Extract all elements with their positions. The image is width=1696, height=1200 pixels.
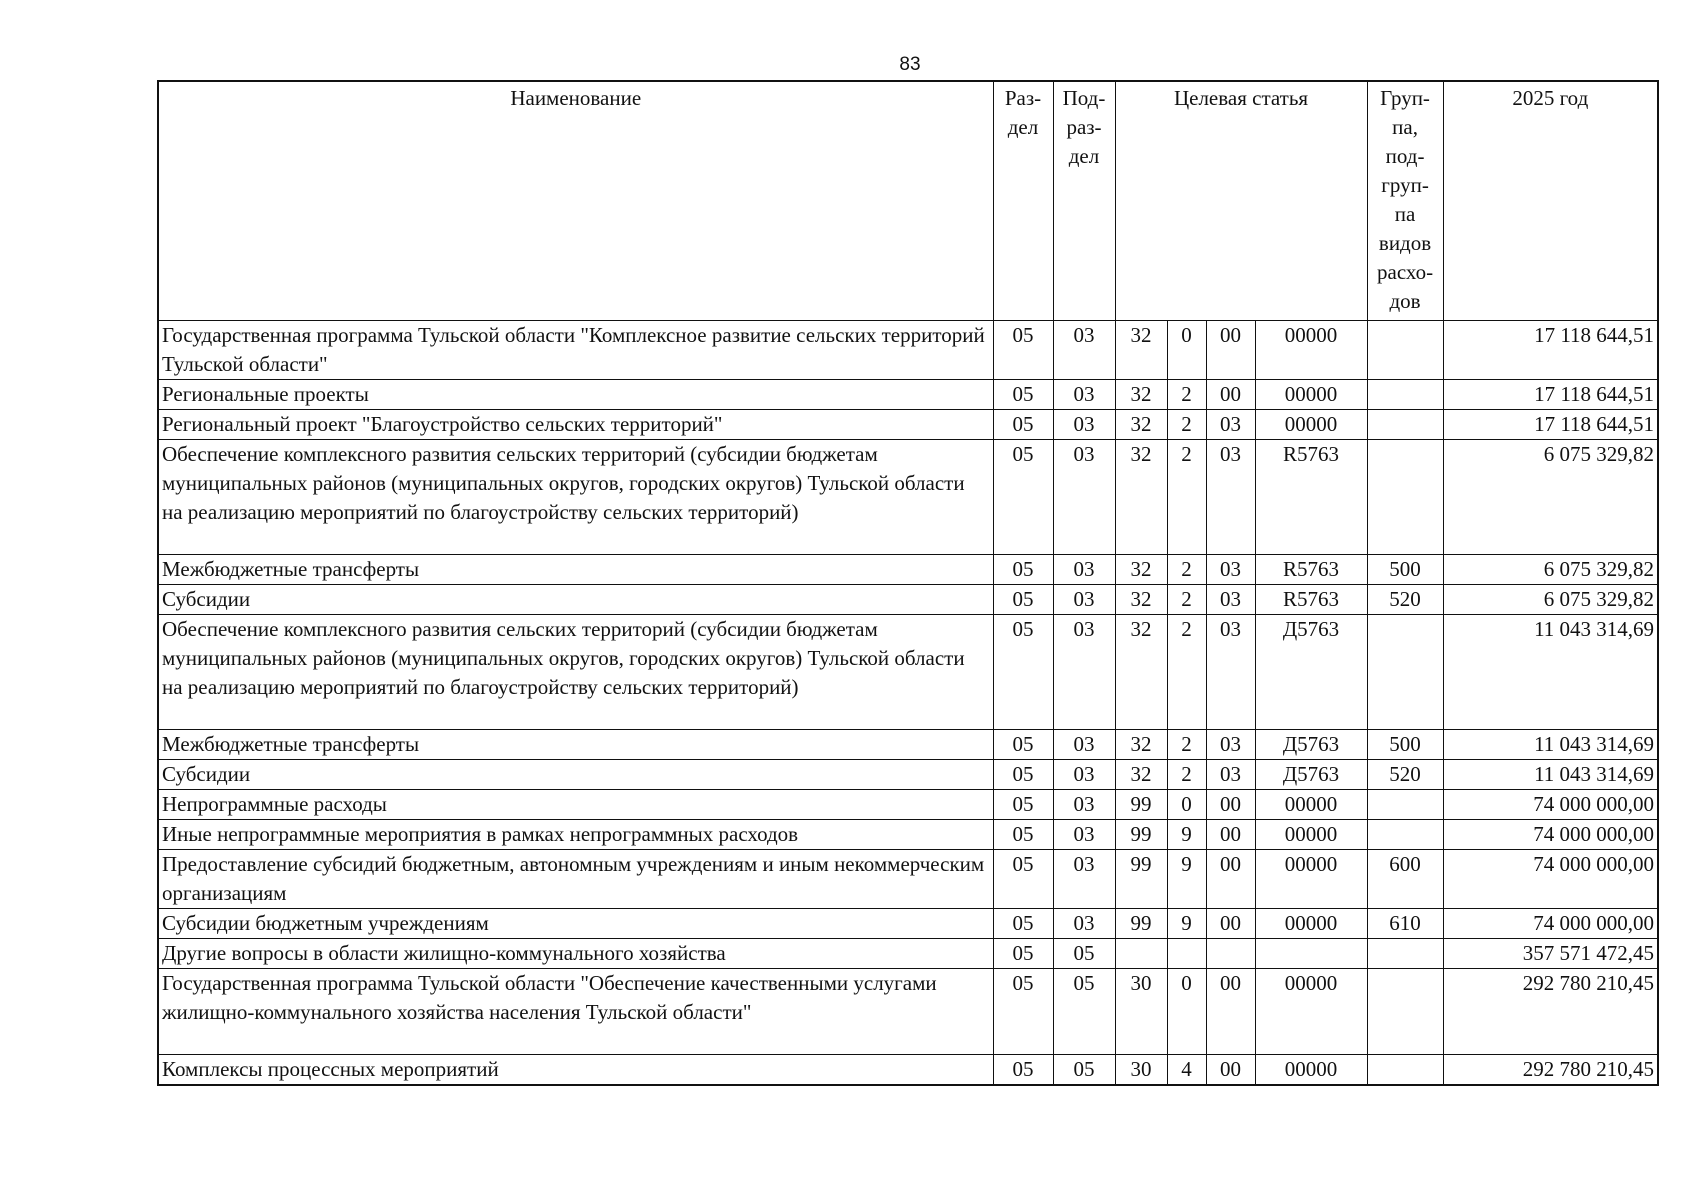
cell-amount: 6 075 329,82	[1443, 555, 1658, 585]
cell-expense-group	[1367, 410, 1443, 440]
cell-target-event: 00	[1206, 820, 1255, 850]
cell-amount: 11 043 314,69	[1443, 615, 1658, 730]
cell-razdel: 05	[993, 1055, 1053, 1086]
cell-target-event: 03	[1206, 555, 1255, 585]
cell-target-direction: Д5763	[1255, 760, 1367, 790]
cell-target-direction: 00000	[1255, 850, 1367, 909]
table-row	[158, 790, 1658, 820]
cell-amount: 17 118 644,51	[1443, 380, 1658, 410]
cell-podrazdel: 03	[1053, 790, 1115, 820]
cell-razdel: 05	[993, 760, 1053, 790]
cell-expense-group: 500	[1367, 555, 1443, 585]
cell-target-direction: R5763	[1255, 555, 1367, 585]
cell-target-direction: Д5763	[1255, 615, 1367, 730]
cell-podrazdel: 03	[1053, 615, 1115, 730]
cell-target-direction: 00000	[1255, 969, 1367, 1055]
cell-amount: 292 780 210,45	[1443, 1055, 1658, 1086]
cell-razdel: 05	[993, 380, 1053, 410]
cell-razdel: 05	[993, 850, 1053, 909]
cell-target-event: 00	[1206, 909, 1255, 939]
cell-amount: 6 075 329,82	[1443, 440, 1658, 555]
table-row	[158, 555, 1658, 585]
cell-target-event: 03	[1206, 615, 1255, 730]
budget-table	[157, 80, 1659, 1086]
cell-target-program: 32	[1115, 410, 1167, 440]
cell-target-program: 32	[1115, 760, 1167, 790]
cell-target-program: 32	[1115, 380, 1167, 410]
cell-target-program: 30	[1115, 969, 1167, 1055]
cell-target-direction: 00000	[1255, 1055, 1367, 1086]
cell-name: Субсидии бюджетным учреждениям	[158, 909, 993, 939]
cell-target-direction: 00000	[1255, 410, 1367, 440]
cell-target-direction: 00000	[1255, 820, 1367, 850]
cell-amount: 6 075 329,82	[1443, 585, 1658, 615]
cell-target-event: 00	[1206, 790, 1255, 820]
cell-target-subprogram: 2	[1167, 760, 1206, 790]
cell-amount: 357 571 472,45	[1443, 939, 1658, 969]
cell-expense-group	[1367, 440, 1443, 555]
cell-razdel: 05	[993, 969, 1053, 1055]
cell-expense-group	[1367, 321, 1443, 380]
cell-target-subprogram: 2	[1167, 730, 1206, 760]
cell-target-subprogram: 0	[1167, 969, 1206, 1055]
cell-target-program: 32	[1115, 585, 1167, 615]
header-year: 2025 год	[1443, 81, 1658, 321]
cell-razdel: 05	[993, 585, 1053, 615]
table-row	[158, 585, 1658, 615]
cell-podrazdel: 03	[1053, 850, 1115, 909]
cell-target-subprogram: 0	[1167, 321, 1206, 380]
cell-target-event: 03	[1206, 410, 1255, 440]
cell-amount: 17 118 644,51	[1443, 321, 1658, 380]
cell-target-program: 32	[1115, 321, 1167, 380]
cell-name: Обеспечение комплексного развития сельских территорий (субсидии бюджетам муниципальных районов (муниципальных округов, городских округов) Тульской области на реализацию мероприятий по благоустройству сельских территорий)	[158, 440, 993, 555]
page-number: 83	[899, 54, 921, 75]
cell-name: Субсидии	[158, 760, 993, 790]
cell-target-subprogram: 0	[1167, 790, 1206, 820]
cell-target-direction: R5763	[1255, 585, 1367, 615]
cell-target-subprogram: 9	[1167, 909, 1206, 939]
cell-target-program: 32	[1115, 730, 1167, 760]
cell-podrazdel: 05	[1053, 969, 1115, 1055]
cell-target-subprogram: 9	[1167, 850, 1206, 909]
cell-expense-group	[1367, 380, 1443, 410]
cell-razdel: 05	[993, 410, 1053, 440]
table-row	[158, 820, 1658, 850]
cell-target-program: 99	[1115, 909, 1167, 939]
cell-podrazdel: 03	[1053, 730, 1115, 760]
cell-razdel: 05	[993, 615, 1053, 730]
cell-target-subprogram: 2	[1167, 380, 1206, 410]
cell-podrazdel: 03	[1053, 321, 1115, 380]
cell-amount: 11 043 314,69	[1443, 730, 1658, 760]
cell-target-subprogram: 2	[1167, 440, 1206, 555]
table-row	[158, 1055, 1658, 1086]
cell-target-event: 03	[1206, 440, 1255, 555]
cell-razdel: 05	[993, 790, 1053, 820]
cell-target-subprogram: 2	[1167, 555, 1206, 585]
cell-name: Комплексы процессных мероприятий	[158, 1055, 993, 1086]
cell-podrazdel: 03	[1053, 909, 1115, 939]
cell-target-program: 32	[1115, 615, 1167, 730]
cell-amount: 74 000 000,00	[1443, 909, 1658, 939]
table-row	[158, 380, 1658, 410]
cell-target-subprogram	[1167, 939, 1206, 969]
cell-target-program: 32	[1115, 555, 1167, 585]
cell-amount: 17 118 644,51	[1443, 410, 1658, 440]
table-row	[158, 939, 1658, 969]
table-header-row	[158, 81, 1658, 321]
cell-target-direction: Д5763	[1255, 730, 1367, 760]
cell-podrazdel: 03	[1053, 760, 1115, 790]
cell-target-program: 99	[1115, 850, 1167, 909]
table-row	[158, 850, 1658, 909]
cell-razdel: 05	[993, 820, 1053, 850]
cell-target-event: 00	[1206, 380, 1255, 410]
table-row	[158, 615, 1658, 730]
cell-podrazdel: 03	[1053, 440, 1115, 555]
table-row	[158, 440, 1658, 555]
header-expense-group: Груп- па, под- груп- па видов расхо- дов	[1367, 81, 1443, 321]
table-row	[158, 760, 1658, 790]
cell-target-direction: 00000	[1255, 909, 1367, 939]
cell-amount: 292 780 210,45	[1443, 969, 1658, 1055]
cell-target-event: 00	[1206, 1055, 1255, 1086]
cell-name: Обеспечение комплексного развития сельских территорий (субсидии бюджетам муниципальных районов (муниципальных округов, городских округов) Тульской области на реализацию мероприятий по благоустройству сельских территорий)	[158, 615, 993, 730]
cell-name: Субсидии	[158, 585, 993, 615]
cell-name: Другие вопросы в области жилищно-коммунального хозяйства	[158, 939, 993, 969]
cell-podrazdel: 03	[1053, 820, 1115, 850]
cell-expense-group	[1367, 615, 1443, 730]
cell-target-program: 32	[1115, 440, 1167, 555]
cell-target-subprogram: 2	[1167, 615, 1206, 730]
cell-name: Межбюджетные трансферты	[158, 730, 993, 760]
cell-target-direction	[1255, 939, 1367, 969]
cell-target-program: 99	[1115, 790, 1167, 820]
cell-target-direction: R5763	[1255, 440, 1367, 555]
cell-expense-group: 520	[1367, 760, 1443, 790]
header-podrazdel: Под- раз- дел	[1053, 81, 1115, 321]
cell-amount: 74 000 000,00	[1443, 820, 1658, 850]
cell-podrazdel: 05	[1053, 939, 1115, 969]
cell-target-program	[1115, 939, 1167, 969]
cell-target-program: 30	[1115, 1055, 1167, 1086]
cell-target-program: 99	[1115, 820, 1167, 850]
cell-target-subprogram: 4	[1167, 1055, 1206, 1086]
table-row	[158, 909, 1658, 939]
cell-target-direction: 00000	[1255, 790, 1367, 820]
cell-target-event	[1206, 939, 1255, 969]
cell-target-event: 03	[1206, 585, 1255, 615]
cell-target-direction: 00000	[1255, 321, 1367, 380]
header-target-article: Целевая статья	[1115, 81, 1367, 321]
cell-razdel: 05	[993, 555, 1053, 585]
cell-podrazdel: 03	[1053, 410, 1115, 440]
cell-name: Непрограммные расходы	[158, 790, 993, 820]
cell-expense-group: 610	[1367, 909, 1443, 939]
cell-expense-group	[1367, 1055, 1443, 1086]
cell-target-event: 00	[1206, 850, 1255, 909]
header-razdel: Раз- дел	[993, 81, 1053, 321]
cell-target-event: 03	[1206, 730, 1255, 760]
cell-target-subprogram: 9	[1167, 820, 1206, 850]
cell-expense-group	[1367, 969, 1443, 1055]
cell-name: Государственная программа Тульской области "Обеспечение качественными услугами жилищно-коммунального хозяйства населения Тульской области"	[158, 969, 993, 1055]
header-name: Наименование	[158, 81, 993, 321]
cell-amount: 74 000 000,00	[1443, 850, 1658, 909]
table-row	[158, 410, 1658, 440]
cell-expense-group	[1367, 790, 1443, 820]
cell-name: Региональный проект "Благоустройство сельских территорий"	[158, 410, 993, 440]
cell-target-direction: 00000	[1255, 380, 1367, 410]
cell-razdel: 05	[993, 321, 1053, 380]
cell-razdel: 05	[993, 730, 1053, 760]
cell-amount: 74 000 000,00	[1443, 790, 1658, 820]
cell-podrazdel: 03	[1053, 380, 1115, 410]
cell-podrazdel: 03	[1053, 555, 1115, 585]
table-body	[158, 321, 1658, 1086]
cell-razdel: 05	[993, 909, 1053, 939]
cell-name: Межбюджетные трансферты	[158, 555, 993, 585]
cell-expense-group: 500	[1367, 730, 1443, 760]
cell-name: Государственная программа Тульской области "Комплексное развитие сельских территорий Тульской области"	[158, 321, 993, 380]
cell-amount: 11 043 314,69	[1443, 760, 1658, 790]
cell-expense-group: 600	[1367, 850, 1443, 909]
table-row	[158, 969, 1658, 1055]
cell-name: Региональные проекты	[158, 380, 993, 410]
cell-expense-group: 520	[1367, 585, 1443, 615]
cell-razdel: 05	[993, 440, 1053, 555]
cell-target-event: 00	[1206, 321, 1255, 380]
cell-target-subprogram: 2	[1167, 585, 1206, 615]
cell-expense-group	[1367, 939, 1443, 969]
cell-expense-group	[1367, 820, 1443, 850]
table-row	[158, 321, 1658, 380]
cell-target-subprogram: 2	[1167, 410, 1206, 440]
cell-podrazdel: 05	[1053, 1055, 1115, 1086]
cell-razdel: 05	[993, 939, 1053, 969]
cell-name: Предоставление субсидий бюджетным, автономным учреждениям и иным некоммерческим организациям	[158, 850, 993, 909]
cell-podrazdel: 03	[1053, 585, 1115, 615]
cell-name: Иные непрограммные мероприятия в рамках непрограммных расходов	[158, 820, 993, 850]
cell-target-event: 03	[1206, 760, 1255, 790]
cell-target-event: 00	[1206, 969, 1255, 1055]
table-row	[158, 730, 1658, 760]
